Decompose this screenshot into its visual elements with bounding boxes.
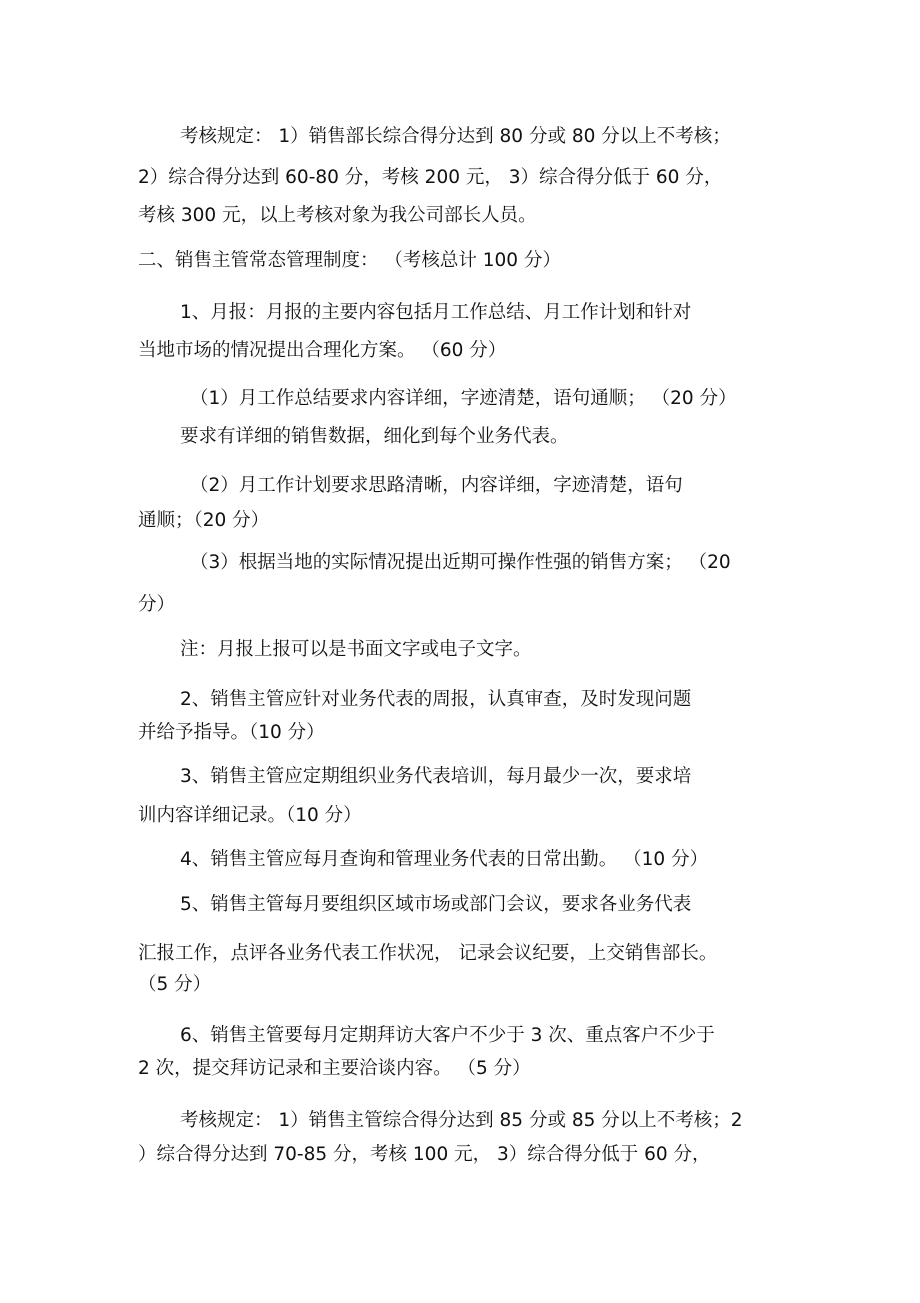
text-line: 1、月报：月报的主要内容包括月工作总结、月工作计划和针对 xyxy=(180,302,692,323)
text-line: 汇报工作，点评各业务代表工作状况， 记录会议纪要，上交销售部长。 xyxy=(138,943,718,964)
section-heading: 二、销售主管常态管理制度： （考核总计 100 分） xyxy=(138,250,561,271)
text-line: （2）月工作计划要求思路清晰，内容详细，字迹清楚，语句 xyxy=(190,475,683,496)
text-line: （5 分） xyxy=(138,974,212,995)
text-line: 2 次，提交拜访记录和主要洽谈内容。 （5 分） xyxy=(138,1058,531,1079)
text-line: 2）综合得分达到 60-80 分，考核 200 元， 3）综合得分低于 60 分， xyxy=(138,167,723,188)
text-line: 分） xyxy=(138,594,176,615)
text-line: 6、销售主管要每月定期拜访大客户不少于 3 次、重点客户不少于 xyxy=(180,1025,715,1046)
text-line: 当地市场的情况提出合理化方案。 （60 分） xyxy=(138,340,507,361)
text-line: 4、销售主管应每月查询和管理业务代表的日常出勤。 （10 分） xyxy=(180,849,709,870)
text-line: 2、销售主管应针对业务代表的周报，认真审查，及时发现问题 xyxy=(180,689,692,710)
text-line: 训内容详细记录。（10 分） xyxy=(138,805,362,826)
text-line: 考核规定： 1）销售主管综合得分达到 85 分或 85 分以上不考核；2 xyxy=(180,1110,743,1131)
text-line: （1）月工作总结要求内容详细，字迹清楚，语句通顺； （20 分） xyxy=(190,388,737,409)
text-line: 考核 300 元，以上考核对象为我公司部长人员。 xyxy=(138,205,537,226)
text-line: 通顺；（20 分） xyxy=(138,510,270,531)
text-line: （3）根据当地的实际情况提出近期可操作性强的销售方案； （20 xyxy=(190,552,731,573)
text-line: 3、销售主管应定期组织业务代表培训，每月最少一次，要求培 xyxy=(180,766,692,787)
text-line: 5、销售主管每月要组织区域市场或部门会议，要求各业务代表 xyxy=(180,894,692,915)
text-line: 考核规定： 1）销售部长综合得分达到 80 分或 80 分以上不考核； xyxy=(180,126,731,147)
note-line: 注：月报上报可以是书面文字或电子文字。 xyxy=(180,639,532,660)
text-line: ）综合得分达到 70-85 分，考核 100 元， 3）综合得分低于 60 分， xyxy=(138,1144,711,1165)
text-line: 要求有详细的销售数据，细化到每个业务代表。 xyxy=(180,426,569,447)
text-line: 并给予指导。（10 分） xyxy=(138,722,325,743)
